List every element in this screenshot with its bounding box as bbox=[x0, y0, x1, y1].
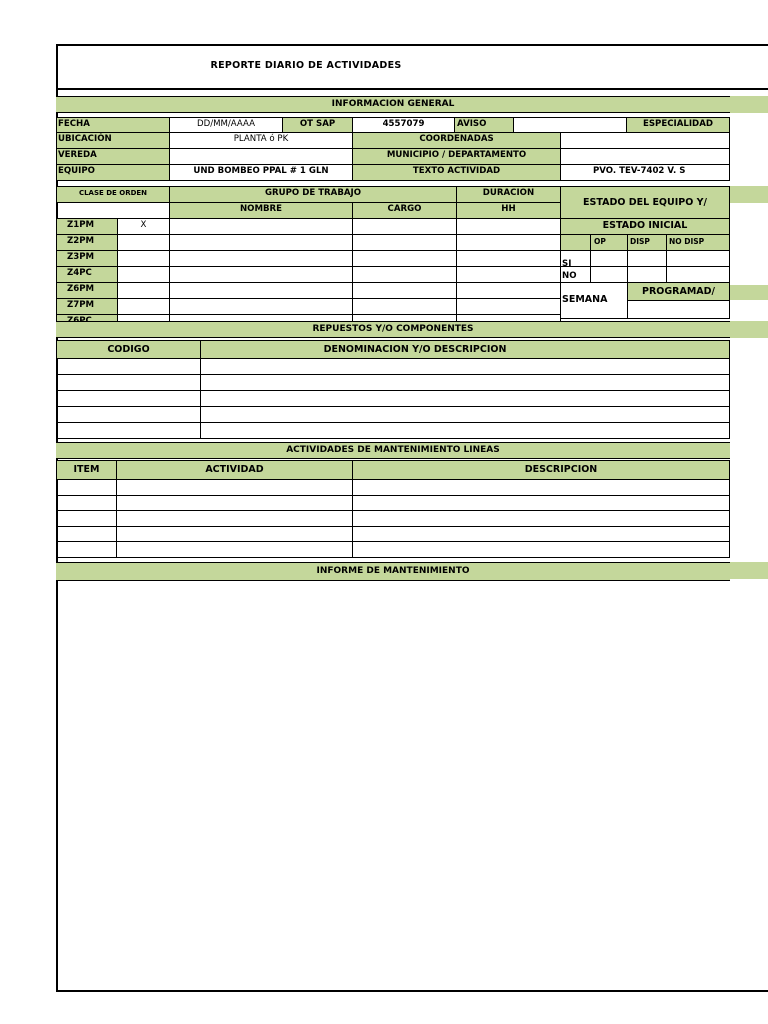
texto-actividad-label: TEXTO ACTIVIDAD bbox=[352, 164, 561, 181]
si-op-cell[interactable] bbox=[590, 250, 628, 267]
nombre-cell[interactable] bbox=[169, 282, 353, 299]
disp-label: DISP bbox=[627, 234, 667, 251]
descripcion-header: DESCRIPCION bbox=[352, 460, 730, 480]
hh-cell[interactable] bbox=[456, 250, 561, 267]
si-label: SI bbox=[560, 250, 591, 267]
cargo-cell[interactable] bbox=[352, 298, 457, 315]
item-header: ITEM bbox=[56, 460, 117, 480]
municipio-label: MUNICIPIO / DEPARTAMENTO bbox=[352, 148, 561, 165]
cargo-label: CARGO bbox=[352, 202, 457, 219]
informe-header-overflow bbox=[730, 562, 768, 579]
repuestos-header: REPUESTOS Y/O COMPONENTES bbox=[56, 321, 730, 338]
estado-blank-label bbox=[560, 234, 591, 251]
actividades-header: ACTIVIDADES DE MANTENIMIENTO LINEAS bbox=[56, 442, 730, 459]
aviso-label: AVISO bbox=[454, 117, 514, 133]
municipio-field[interactable] bbox=[560, 148, 730, 165]
denominacion-cell[interactable] bbox=[200, 374, 730, 391]
descripcion-cell[interactable] bbox=[352, 526, 730, 543]
no-label: NO bbox=[560, 266, 591, 283]
codigo-cell[interactable] bbox=[56, 422, 201, 439]
order-mark-cell[interactable] bbox=[117, 250, 170, 267]
especialidad-label: ESPECIALIDAD bbox=[626, 117, 730, 133]
programada-label: PROGRAMAD/ bbox=[627, 282, 730, 301]
report-title: REPORTE DIARIO DE ACTIVIDADES bbox=[210, 60, 402, 71]
order-code: Z2PM bbox=[56, 234, 118, 251]
coordenadas-field[interactable] bbox=[560, 132, 730, 149]
equipo-field[interactable]: UND BOMBEO PPAL # 1 GLN bbox=[169, 164, 353, 181]
actividad-cell[interactable] bbox=[116, 479, 353, 496]
ot-sap-label: OT SAP bbox=[282, 117, 353, 133]
cargo-cell[interactable] bbox=[352, 266, 457, 283]
coordenadas-label: COORDENADAS bbox=[352, 132, 561, 149]
nombre-label: NOMBRE bbox=[169, 202, 353, 219]
descripcion-cell[interactable] bbox=[352, 510, 730, 527]
item-cell[interactable] bbox=[56, 510, 117, 527]
nombre-cell[interactable] bbox=[169, 298, 353, 315]
order-mark-cell[interactable] bbox=[117, 282, 170, 299]
fecha-label: FECHA bbox=[56, 117, 170, 133]
codigo-cell[interactable] bbox=[56, 406, 201, 423]
duracion-label: DURACION bbox=[456, 186, 561, 203]
hh-label: HH bbox=[456, 202, 561, 219]
info-header-overflow bbox=[730, 96, 768, 113]
denominacion-header: DENOMINACION Y/O DESCRIPCION bbox=[200, 340, 730, 359]
nombre-cell[interactable] bbox=[169, 266, 353, 283]
no-disp-label: NO DISP bbox=[666, 234, 730, 251]
cargo-cell[interactable] bbox=[352, 218, 457, 235]
denominacion-cell[interactable] bbox=[200, 358, 730, 375]
estado-header-overflow bbox=[730, 186, 768, 203]
denominacion-cell[interactable] bbox=[200, 406, 730, 423]
no-op-cell[interactable] bbox=[590, 266, 628, 283]
cargo-cell[interactable] bbox=[352, 234, 457, 251]
vereda-label: VEREDA bbox=[56, 148, 170, 165]
order-code: Z7PM bbox=[56, 298, 118, 315]
actividad-header: ACTIVIDAD bbox=[116, 460, 353, 480]
codigo-header: CODIGO bbox=[56, 340, 201, 359]
codigo-cell[interactable] bbox=[56, 374, 201, 391]
nombre-cell[interactable] bbox=[169, 218, 353, 235]
grupo-trabajo-label: GRUPO DE TRABAJO bbox=[169, 186, 457, 203]
descripcion-cell[interactable] bbox=[352, 479, 730, 496]
descripcion-cell[interactable] bbox=[352, 541, 730, 558]
no-disp-cell[interactable] bbox=[627, 266, 667, 283]
fecha-field[interactable]: DD/MM/AAAA bbox=[169, 117, 283, 133]
order-mark-cell[interactable] bbox=[117, 298, 170, 315]
repuestos-header-overflow bbox=[730, 321, 768, 338]
estado-inicial-label: ESTADO INICIAL bbox=[560, 218, 730, 235]
vereda-field[interactable] bbox=[169, 148, 353, 165]
actividad-cell[interactable] bbox=[116, 526, 353, 543]
descripcion-cell[interactable] bbox=[352, 495, 730, 512]
item-cell[interactable] bbox=[56, 479, 117, 496]
info-general-header: INFORMACION GENERAL bbox=[56, 96, 730, 113]
ubicacion-label: UBICACIÓN bbox=[56, 132, 170, 149]
programada-overflow bbox=[730, 285, 768, 300]
clase-orden-label: CLASE DE ORDEN bbox=[56, 186, 170, 203]
ot-sap-field[interactable]: 4557079 bbox=[352, 117, 455, 133]
informe-header: INFORME DE MANTENIMIENTO bbox=[56, 562, 730, 581]
aviso-field[interactable] bbox=[513, 117, 627, 133]
order-code: Z6PM bbox=[56, 282, 118, 299]
item-cell[interactable] bbox=[56, 526, 117, 543]
programada-field[interactable] bbox=[627, 300, 730, 319]
order-mark-cell[interactable] bbox=[117, 266, 170, 283]
semana-label: SEMANA bbox=[560, 282, 628, 319]
order-code: Z1PM bbox=[56, 218, 118, 235]
texto-actividad-field[interactable]: PVO. TEV-7402 V. S bbox=[560, 164, 730, 181]
hh-cell[interactable] bbox=[456, 234, 561, 251]
item-cell[interactable] bbox=[56, 495, 117, 512]
informe-body[interactable] bbox=[58, 581, 730, 990]
nombre-cell[interactable] bbox=[169, 234, 353, 251]
op-label: OP bbox=[590, 234, 628, 251]
estado-equipo-header: ESTADO DEL EQUIPO Y/ bbox=[560, 186, 730, 219]
order-mark-cell[interactable] bbox=[117, 234, 170, 251]
cargo-cell[interactable] bbox=[352, 282, 457, 299]
codigo-cell[interactable] bbox=[56, 358, 201, 375]
si-no-disp-cell[interactable] bbox=[666, 250, 730, 267]
hh-cell[interactable] bbox=[456, 298, 561, 315]
order-code: Z4PC bbox=[56, 266, 118, 283]
hh-cell[interactable] bbox=[456, 282, 561, 299]
actividad-cell[interactable] bbox=[116, 510, 353, 527]
no-no-disp-cell[interactable] bbox=[666, 266, 730, 283]
denominacion-cell[interactable] bbox=[200, 422, 730, 439]
ubicacion-field[interactable]: PLANTA ó PK bbox=[169, 132, 353, 149]
denominacion-cell[interactable] bbox=[200, 390, 730, 407]
hh-cell[interactable] bbox=[456, 218, 561, 235]
equipo-label: EQUIPO bbox=[56, 164, 170, 181]
actividad-cell[interactable] bbox=[116, 541, 353, 558]
nombre-cell[interactable] bbox=[169, 250, 353, 267]
order-code: Z3PM bbox=[56, 250, 118, 267]
item-cell[interactable] bbox=[56, 541, 117, 558]
hh-cell[interactable] bbox=[456, 266, 561, 283]
si-disp-cell[interactable] bbox=[627, 250, 667, 267]
codigo-cell[interactable] bbox=[56, 390, 201, 407]
actividad-cell[interactable] bbox=[116, 495, 353, 512]
cargo-cell[interactable] bbox=[352, 250, 457, 267]
order-mark-cell[interactable]: X bbox=[117, 218, 170, 235]
